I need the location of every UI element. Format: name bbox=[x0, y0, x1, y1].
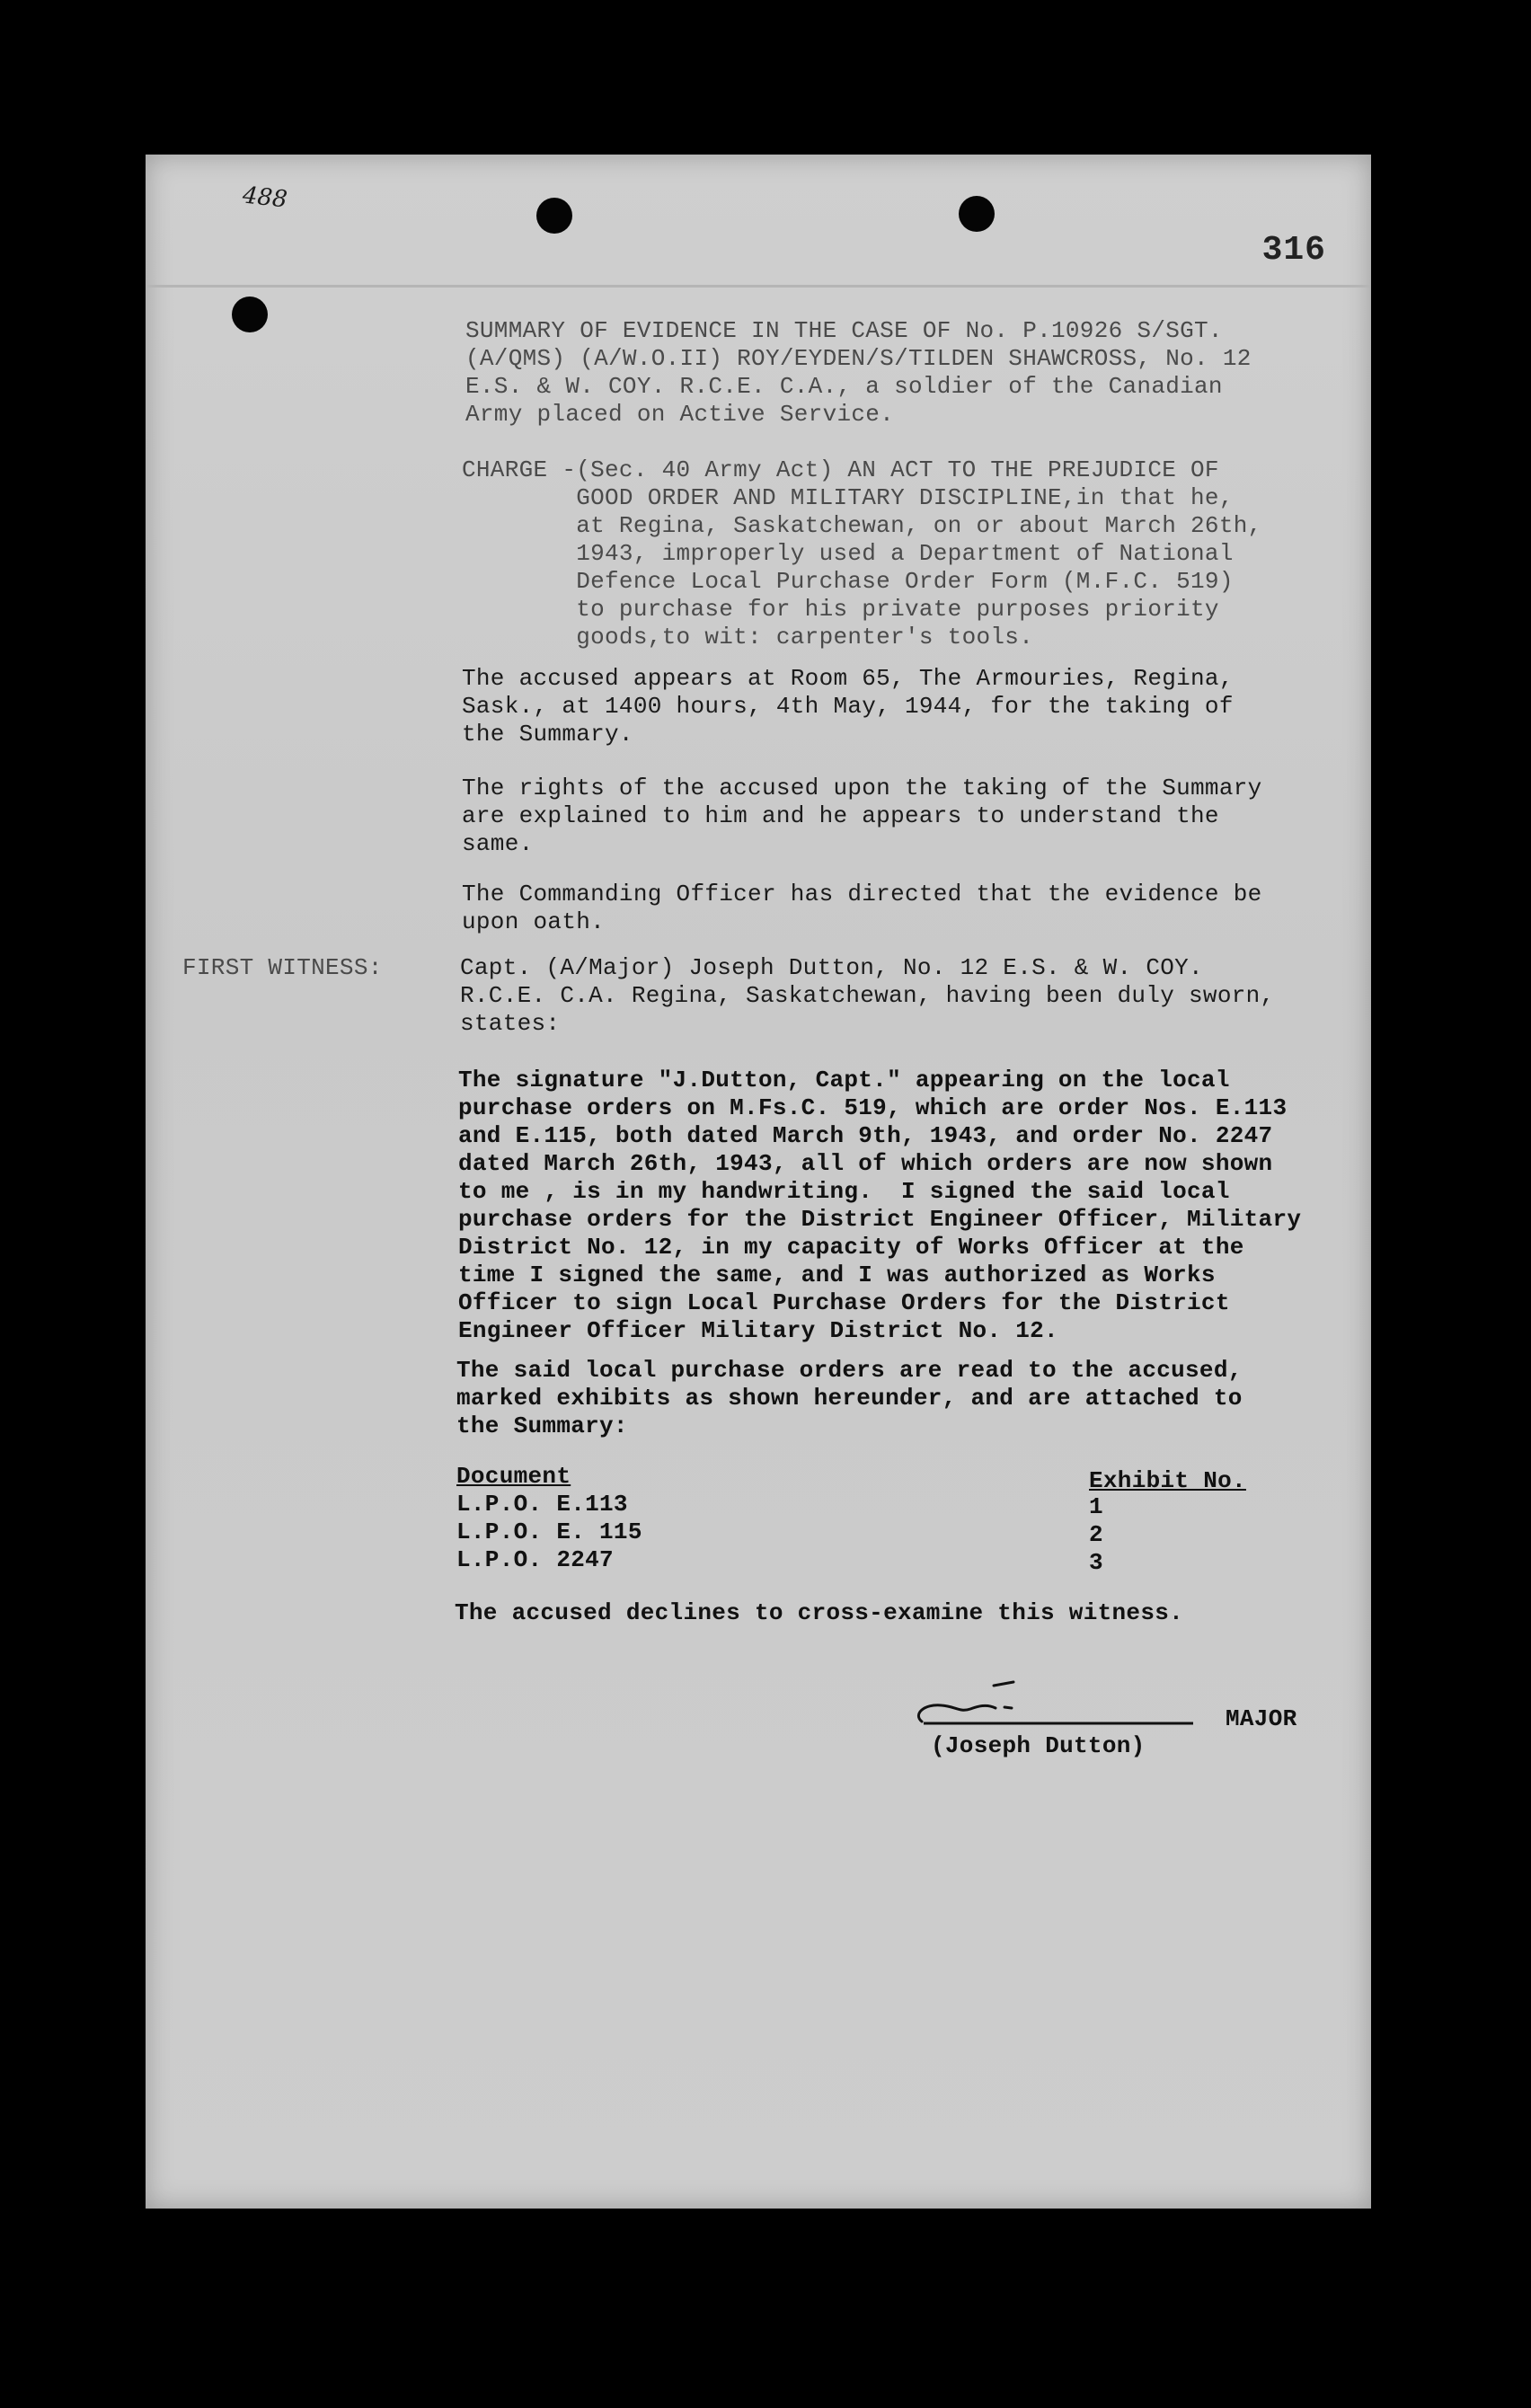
exhibit-number: 3 bbox=[1089, 1549, 1103, 1576]
witness-intro-line: Capt. (A/Major) Joseph Dutton, No. 12 E.S. & W. COY. bbox=[460, 954, 1203, 981]
charge-line: at Regina, Saskatchewan, on or about March 26th, bbox=[462, 512, 1262, 539]
charge-line: goods,to wit: carpenter's tools. bbox=[462, 624, 1034, 651]
exhibit-number: 1 bbox=[1089, 1493, 1103, 1520]
heading-line: SUMMARY OF EVIDENCE IN THE CASE OF No. P.10926 S/SGT. bbox=[465, 317, 1223, 344]
statement-line: purchase orders on M.Fs.C. 519, which are order Nos. E.113 bbox=[458, 1094, 1288, 1121]
statement-line: to me , is in my handwriting. I signed the said local bbox=[458, 1178, 1230, 1205]
exhibit-number: 2 bbox=[1089, 1521, 1103, 1548]
statement-line: and E.115, both dated March 9th, 1943, and order No. 2247 bbox=[458, 1122, 1273, 1149]
oath-line: The Commanding Officer has directed that the evidence be bbox=[462, 881, 1262, 907]
statement-line: The signature "J.Dutton, Capt." appearing on the local bbox=[458, 1067, 1230, 1093]
page-number: 316 bbox=[1261, 231, 1326, 270]
exhibits-intro-line: marked exhibits as shown hereunder, and are attached to bbox=[456, 1385, 1243, 1412]
oath-line: upon oath. bbox=[462, 908, 606, 935]
signature-name: (Joseph Dutton) bbox=[931, 1732, 1146, 1759]
rights-line: same. bbox=[462, 830, 534, 857]
exhibit-document: L.P.O. 2247 bbox=[456, 1546, 614, 1573]
charge-line: CHARGE -(Sec. 40 Army Act) AN ACT TO THE PREJUDICE OF bbox=[462, 456, 1219, 483]
rights-line: The rights of the accused upon the taking of the Summary bbox=[462, 775, 1262, 801]
exhibits-intro-line: the Summary: bbox=[456, 1412, 628, 1439]
punch-hole bbox=[232, 297, 268, 332]
heading-line: (A/QMS) (A/W.O.II) ROY/EYDEN/S/TILDEN SHAWCROSS, No. 12 bbox=[465, 345, 1252, 372]
statement-line: Engineer Officer Military District No. 12. bbox=[458, 1317, 1058, 1344]
rights-line: are explained to him and he appears to understand the bbox=[462, 802, 1219, 829]
charge-line: to purchase for his private purposes priority bbox=[462, 596, 1219, 623]
margin-note: 488 bbox=[241, 181, 289, 214]
punch-hole bbox=[959, 196, 995, 232]
heading-line: E.S. & W. COY. R.C.E. C.A., a soldier of the Canadian bbox=[465, 373, 1223, 400]
witness-label: FIRST WITNESS: bbox=[182, 954, 383, 981]
fold-line bbox=[146, 285, 1371, 288]
statement-line: Officer to sign Local Purchase Orders for the District bbox=[458, 1289, 1230, 1316]
statement-line: time I signed the same, and I was authorized as Works bbox=[458, 1262, 1216, 1288]
charge-line: GOOD ORDER AND MILITARY DISCIPLINE,in that he, bbox=[462, 484, 1234, 511]
exhibit-document: L.P.O. E.113 bbox=[456, 1491, 628, 1518]
column-header-document: Document bbox=[456, 1463, 571, 1490]
appearance-line: Sask., at 1400 hours, 4th May, 1944, for the taking of bbox=[462, 693, 1234, 720]
witness-intro-line: states: bbox=[460, 1010, 561, 1037]
witness-intro-line: R.C.E. C.A. Regina, Saskatchewan, having been duly sworn, bbox=[460, 982, 1275, 1009]
appearance-line: the Summary. bbox=[462, 721, 633, 748]
heading-line: Army placed on Active Service. bbox=[465, 401, 895, 428]
punch-hole bbox=[536, 198, 572, 234]
charge-line: 1943, improperly used a Department of National bbox=[462, 540, 1234, 567]
exhibit-document: L.P.O. E. 115 bbox=[456, 1518, 642, 1545]
statement-line: purchase orders for the District Engineer Officer, Military bbox=[458, 1206, 1302, 1233]
statement-line: District No. 12, in my capacity of Works Officer at the bbox=[458, 1234, 1244, 1261]
signature-rank: MAJOR bbox=[1226, 1705, 1297, 1732]
appearance-line: The accused appears at Room 65, The Armouries, Regina, bbox=[462, 665, 1234, 692]
column-header-exhibit: Exhibit No. bbox=[1089, 1467, 1246, 1494]
closing-line: The accused declines to cross-examine this witness. bbox=[455, 1599, 1184, 1626]
exhibits-intro-line: The said local purchase orders are read to the accused, bbox=[456, 1357, 1243, 1384]
statement-line: dated March 26th, 1943, all of which orders are now shown bbox=[458, 1150, 1273, 1177]
charge-line: Defence Local Purchase Order Form (M.F.C. 519) bbox=[462, 568, 1234, 595]
